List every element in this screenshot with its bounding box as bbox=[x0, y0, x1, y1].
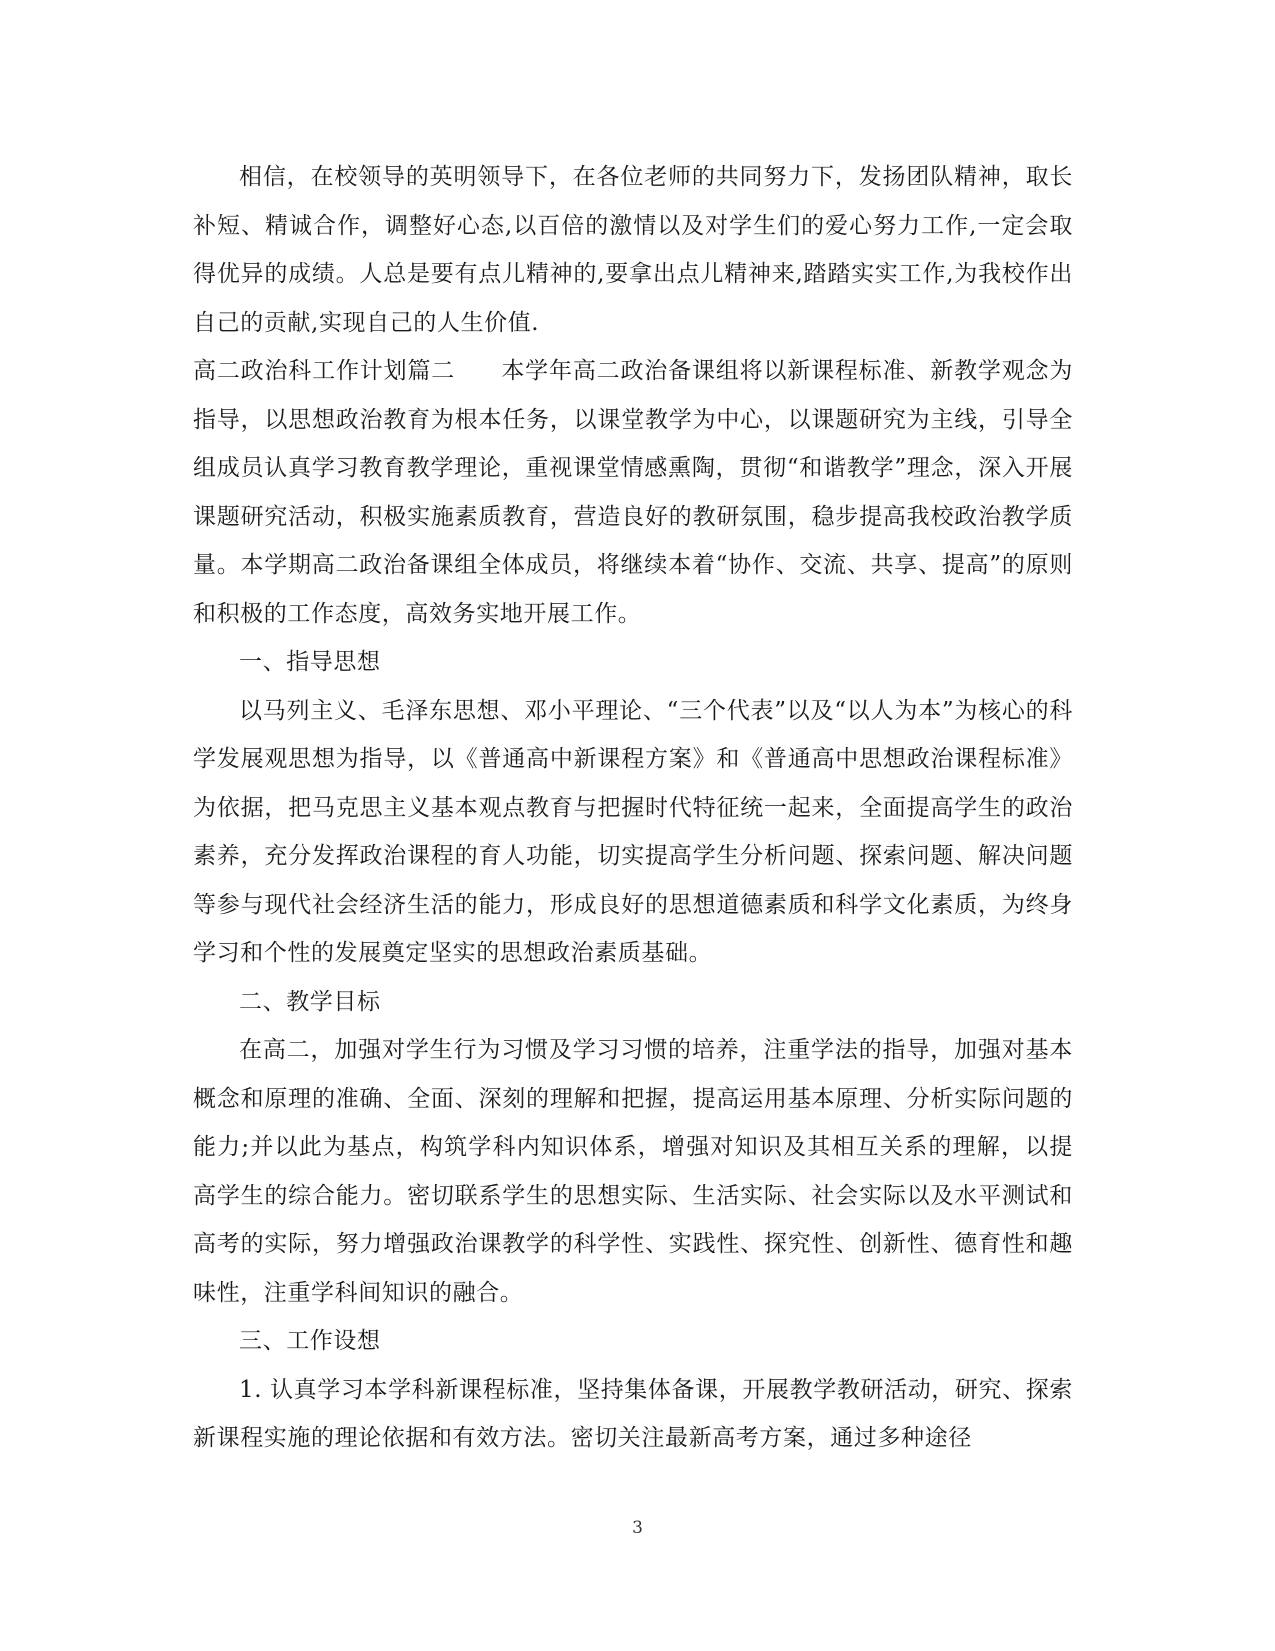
heading-guiding-ideology: 一、指导思想 bbox=[239, 649, 381, 675]
heading-work-ideas: 三、工作设想 bbox=[239, 1328, 381, 1354]
document-body bbox=[193, 153, 1073, 1463]
paragraph-teaching-goals: 在高二，加强对学生行为习惯及学习习惯的培养，注重学法的指导，加强对基本概念和原理的准确、全面、深刻的理解和把握，提高运用基本原理、分析实际问题的能力;并以此为基点，构筑学科内知识体系，增强对知识及其相互关系的理解，以提高学生的综合能力。密切联系学生的思想实际、生活实际、社会实际以及水平测试和高考的实际，努力增强政治课教学的科学性、实践性、探究性、创新性、德育性和趣味性，注重学科间知识的融合。 bbox=[193, 1037, 1073, 1306]
paragraph-plan-intro bbox=[193, 347, 1073, 638]
paragraph-guiding-ideology: 以马列主义、毛泽东思想、邓小平理论、“三个代表”以及“以人为本”为核心的科学发展观思想为指导，以《普通高中新课程方案》和《普通高中思想政治课程标准》为依据，把马克思主义基本观点教育与把握时代特征统一起来，全面提高学生的政治素养，充分发挥政治课程的育人功能，切实提高学生分析问题、探索问题、解决问题等参与现代社会经济生活的能力，形成良好的思想道德素质和科学文化素质，为终身学习和个性的发展奠定坚实的思想政治素质基础。 bbox=[193, 697, 1073, 966]
paragraph-work-idea-1: 1. 认真学习本学科新课程标准，坚持集体备课，开展教学教研活动，研究、探索新课程实施的理论依据和有效方法。密切关注最新高考方案，通过多种途径 bbox=[193, 1376, 1073, 1451]
heading-teaching-goals: 二、教学目标 bbox=[239, 988, 381, 1015]
page-number: 3 bbox=[632, 1518, 643, 1538]
paragraph-conclusion: 相信，在校领导的英明领导下，在各位老师的共同努力下，发扬团队精神，取长补短、精诚合作，调整好心态,以百倍的激情以及对学生们的爱心努力工作,一定会取得优异的成绩。人总是要有点儿精神的,要拿出点儿精神来,踏踏实实工作,为我校作出自己的贡献,实现自己的人生价值. bbox=[193, 164, 1073, 336]
paragraph-plan-intro-body: 本学年高二政治备课组将以新课程标准、新教学观念为指导，以思想政治教育为根本任务，以课堂教学为中心，以课题研究为主线，引导全组成员认真学习教育教学理论，重视课堂情感熏陶，贯彻“和谐教学”理念，深入开展课题研究活动，积极实施素质教育，营造良好的教研氛围，稳步提高我校政治教学质量。本学期高二政治备课组全体成员，将继续本着“协作、交流、共享、提高”的原则和积极的工作态度，高效务实地开展工作。 bbox=[193, 358, 1073, 627]
section-title: 高二政治科工作计划篇二 bbox=[193, 358, 456, 384]
